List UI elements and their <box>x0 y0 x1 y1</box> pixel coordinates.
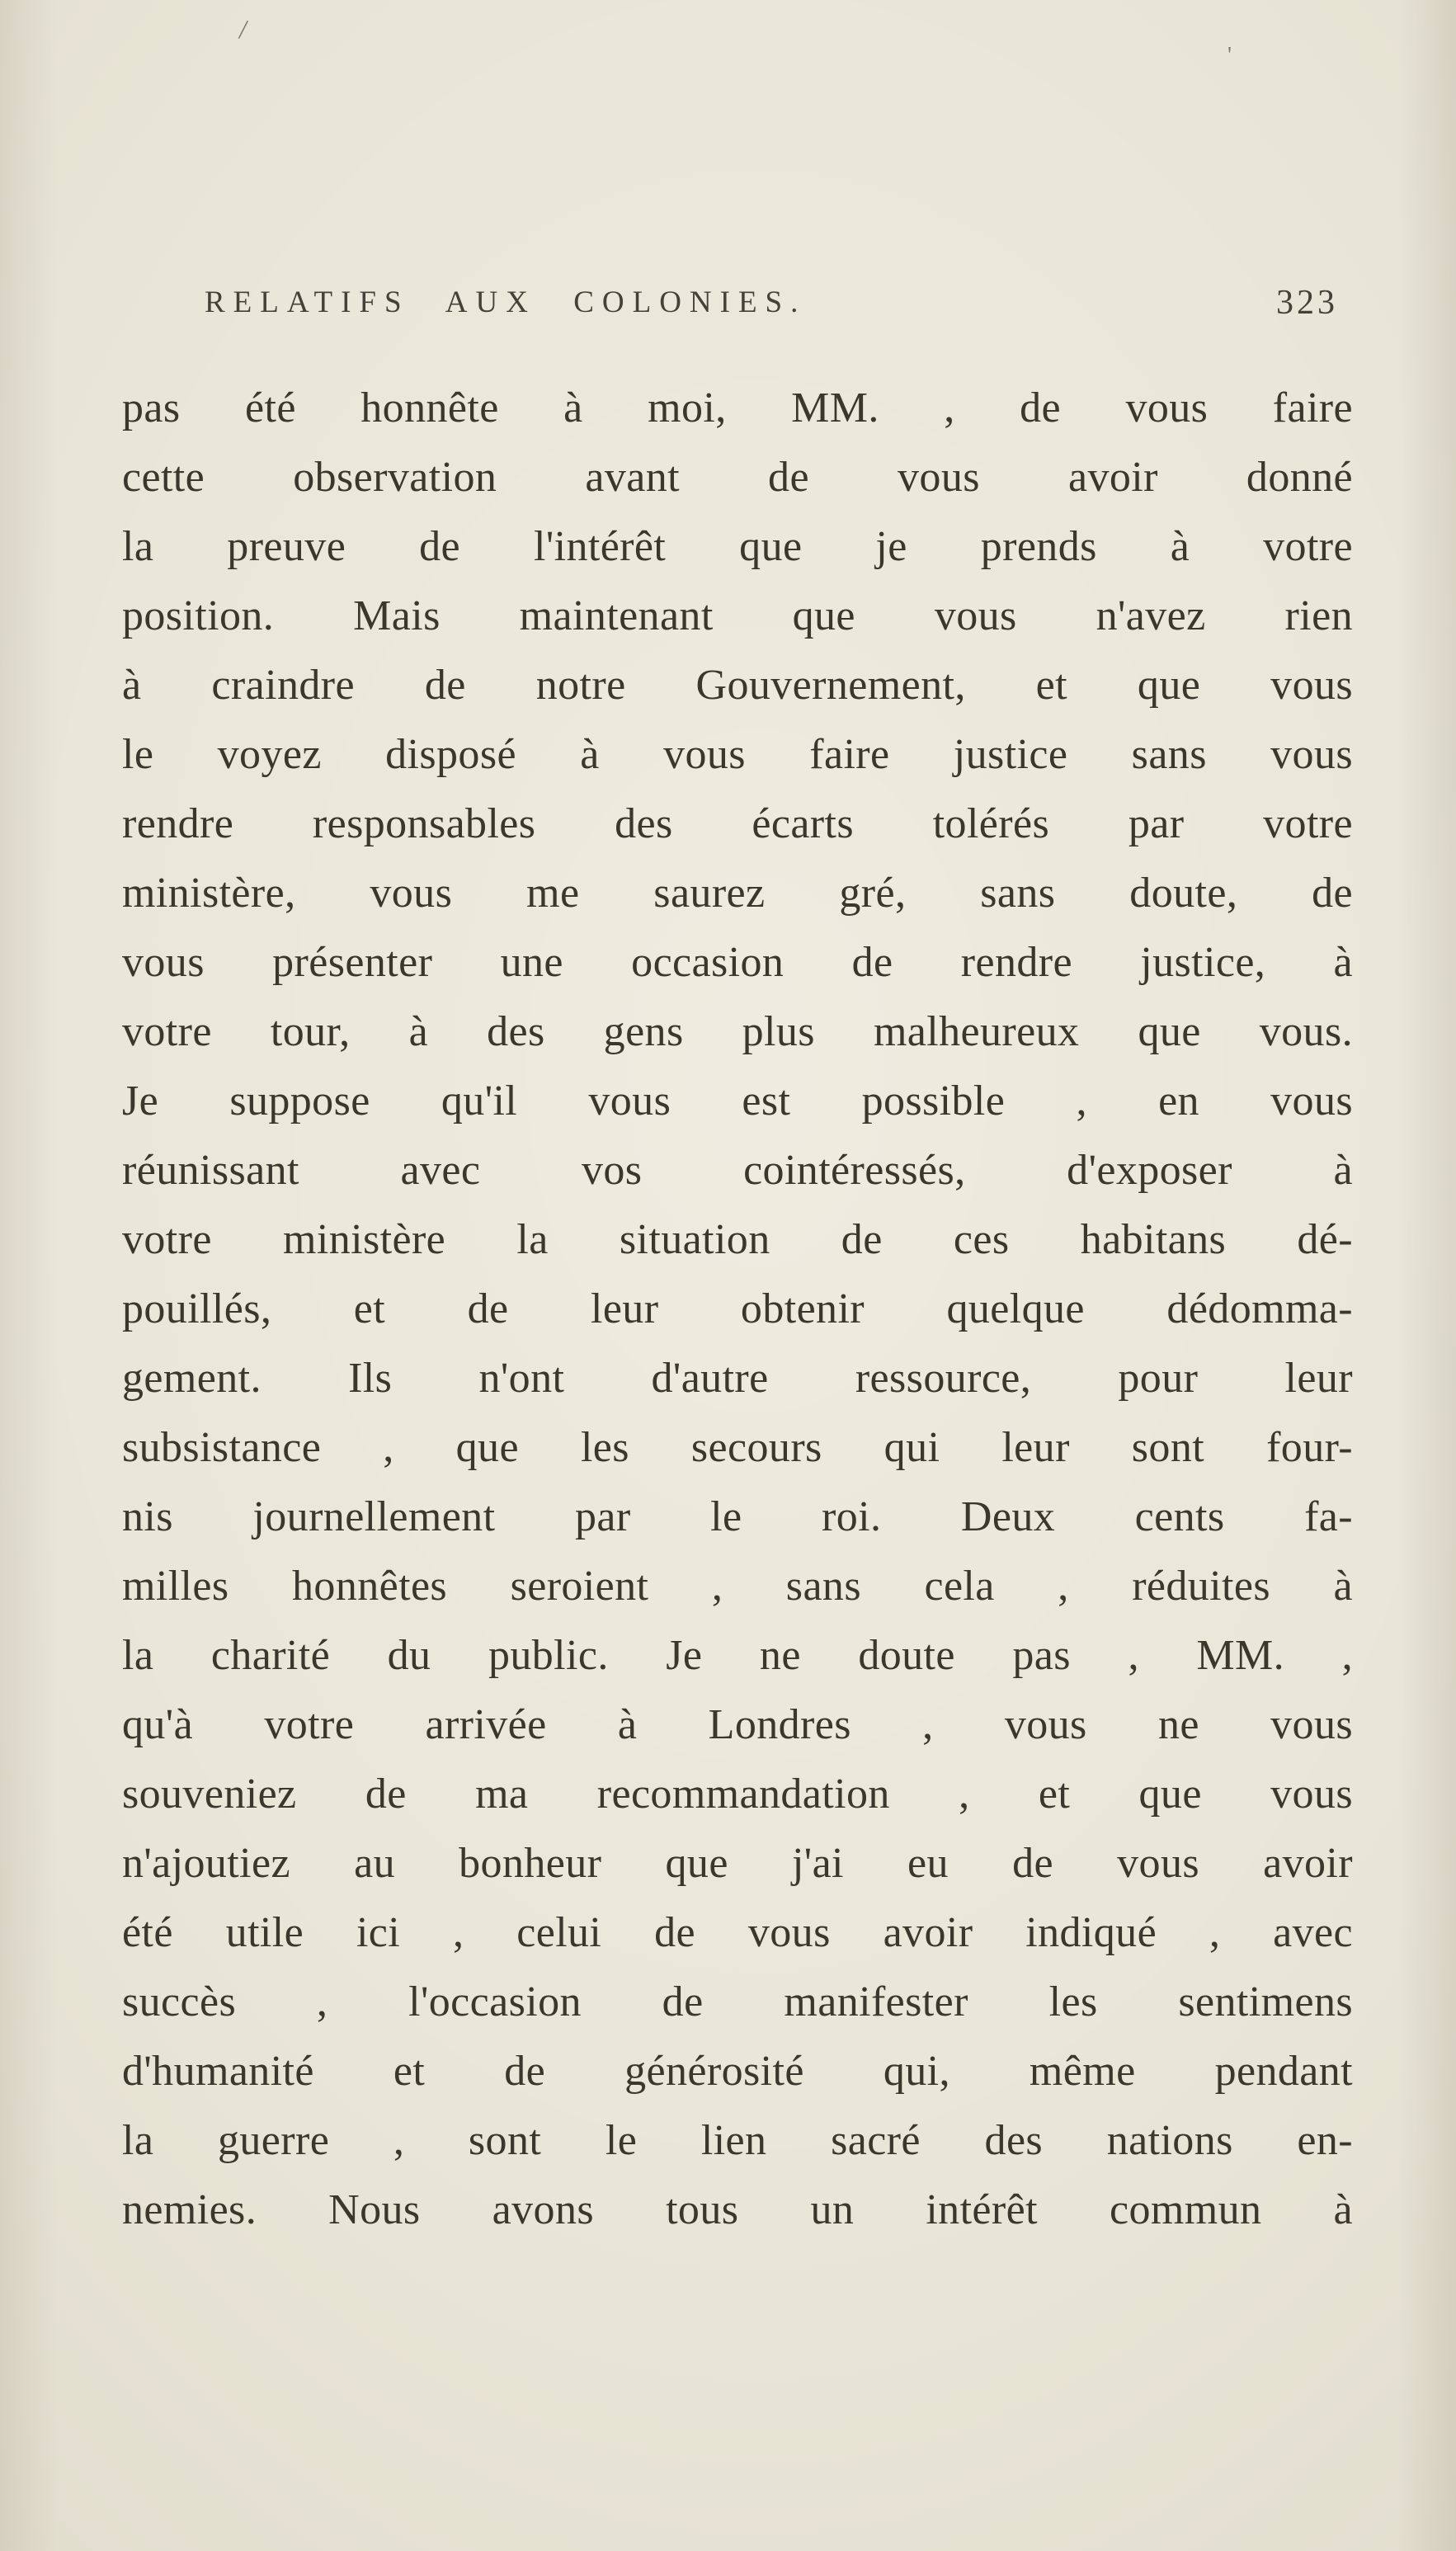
text-line: gement. Ils n'ont d'autre ressource, pour leur <box>122 1355 1353 1402</box>
text-line: réunissant avec vos cointéressés, d'exposer à <box>122 1147 1353 1194</box>
text-line: la preuve de l'intérêt que je prends à votre <box>122 523 1353 570</box>
page <box>122 0 1353 2551</box>
text-line: n'ajoutiez au bonheur que j'ai eu de vous avoir <box>122 1840 1353 1887</box>
text-line: été utile ici , celui de vous avoir indiqué , avec <box>122 1909 1353 1956</box>
text-line: pas été honnête à moi, MM. , de vous faire <box>122 384 1353 431</box>
text-line: le voyez disposé à vous faire justice sans vous <box>122 731 1353 778</box>
text-line: à craindre de notre Gouvernement, et que vous <box>122 662 1353 709</box>
page-number: 323 <box>1276 284 1338 322</box>
text-line: votre ministère la situation de ces habitans dé- <box>122 1216 1353 1263</box>
text-line: pouillés, et de leur obtenir quelque dédomma- <box>122 1285 1353 1332</box>
text-line: milles honnêtes seroient , sans cela , réduites à <box>122 1563 1353 1610</box>
text-line: vous présenter une occasion de rendre justice, à <box>122 939 1353 986</box>
text-line: votre tour, à des gens plus malheureux que vous. <box>122 1008 1353 1055</box>
text-line: d'humanité et de générosité qui, même pendant <box>122 2048 1353 2095</box>
text-line: souveniez de ma recommandation , et que vous <box>122 1771 1353 1818</box>
text-line: Je suppose qu'il vous est possible , en vous <box>122 1077 1353 1125</box>
text-line: nis journellement par le roi. Deux cents fa- <box>122 1493 1353 1540</box>
text-line: cette observation avant de vous avoir donné <box>122 454 1353 501</box>
scan-artifact-slash: / <box>237 14 250 46</box>
text-line: la charité du public. Je ne doute pas , MM. , <box>122 1632 1353 1679</box>
scan-artifact-tick: ' <box>1227 43 1232 68</box>
text-line: la guerre , sont le lien sacré des nations en- <box>122 2117 1353 2164</box>
text-line: rendre responsables des écarts tolérés par votre <box>122 800 1353 847</box>
text-line: ministère, vous me saurez gré, sans doute, de <box>122 870 1353 917</box>
running-header <box>122 285 1353 331</box>
text-line: nemies. Nous avons tous un intérêt commun à <box>122 2186 1353 2233</box>
text-line: position. Mais maintenant que vous n'avez rien <box>122 592 1353 639</box>
text-line: succès , l'occasion de manifester les sentimens <box>122 1978 1353 2025</box>
text-line: qu'à votre arrivée à Londres , vous ne vous <box>122 1701 1353 1748</box>
text-line: subsistance , que les secours qui leur sont four- <box>122 1424 1353 1471</box>
running-title: RELATIFS AUX COLONIES. <box>205 285 807 319</box>
body-text <box>122 374 1353 2245</box>
